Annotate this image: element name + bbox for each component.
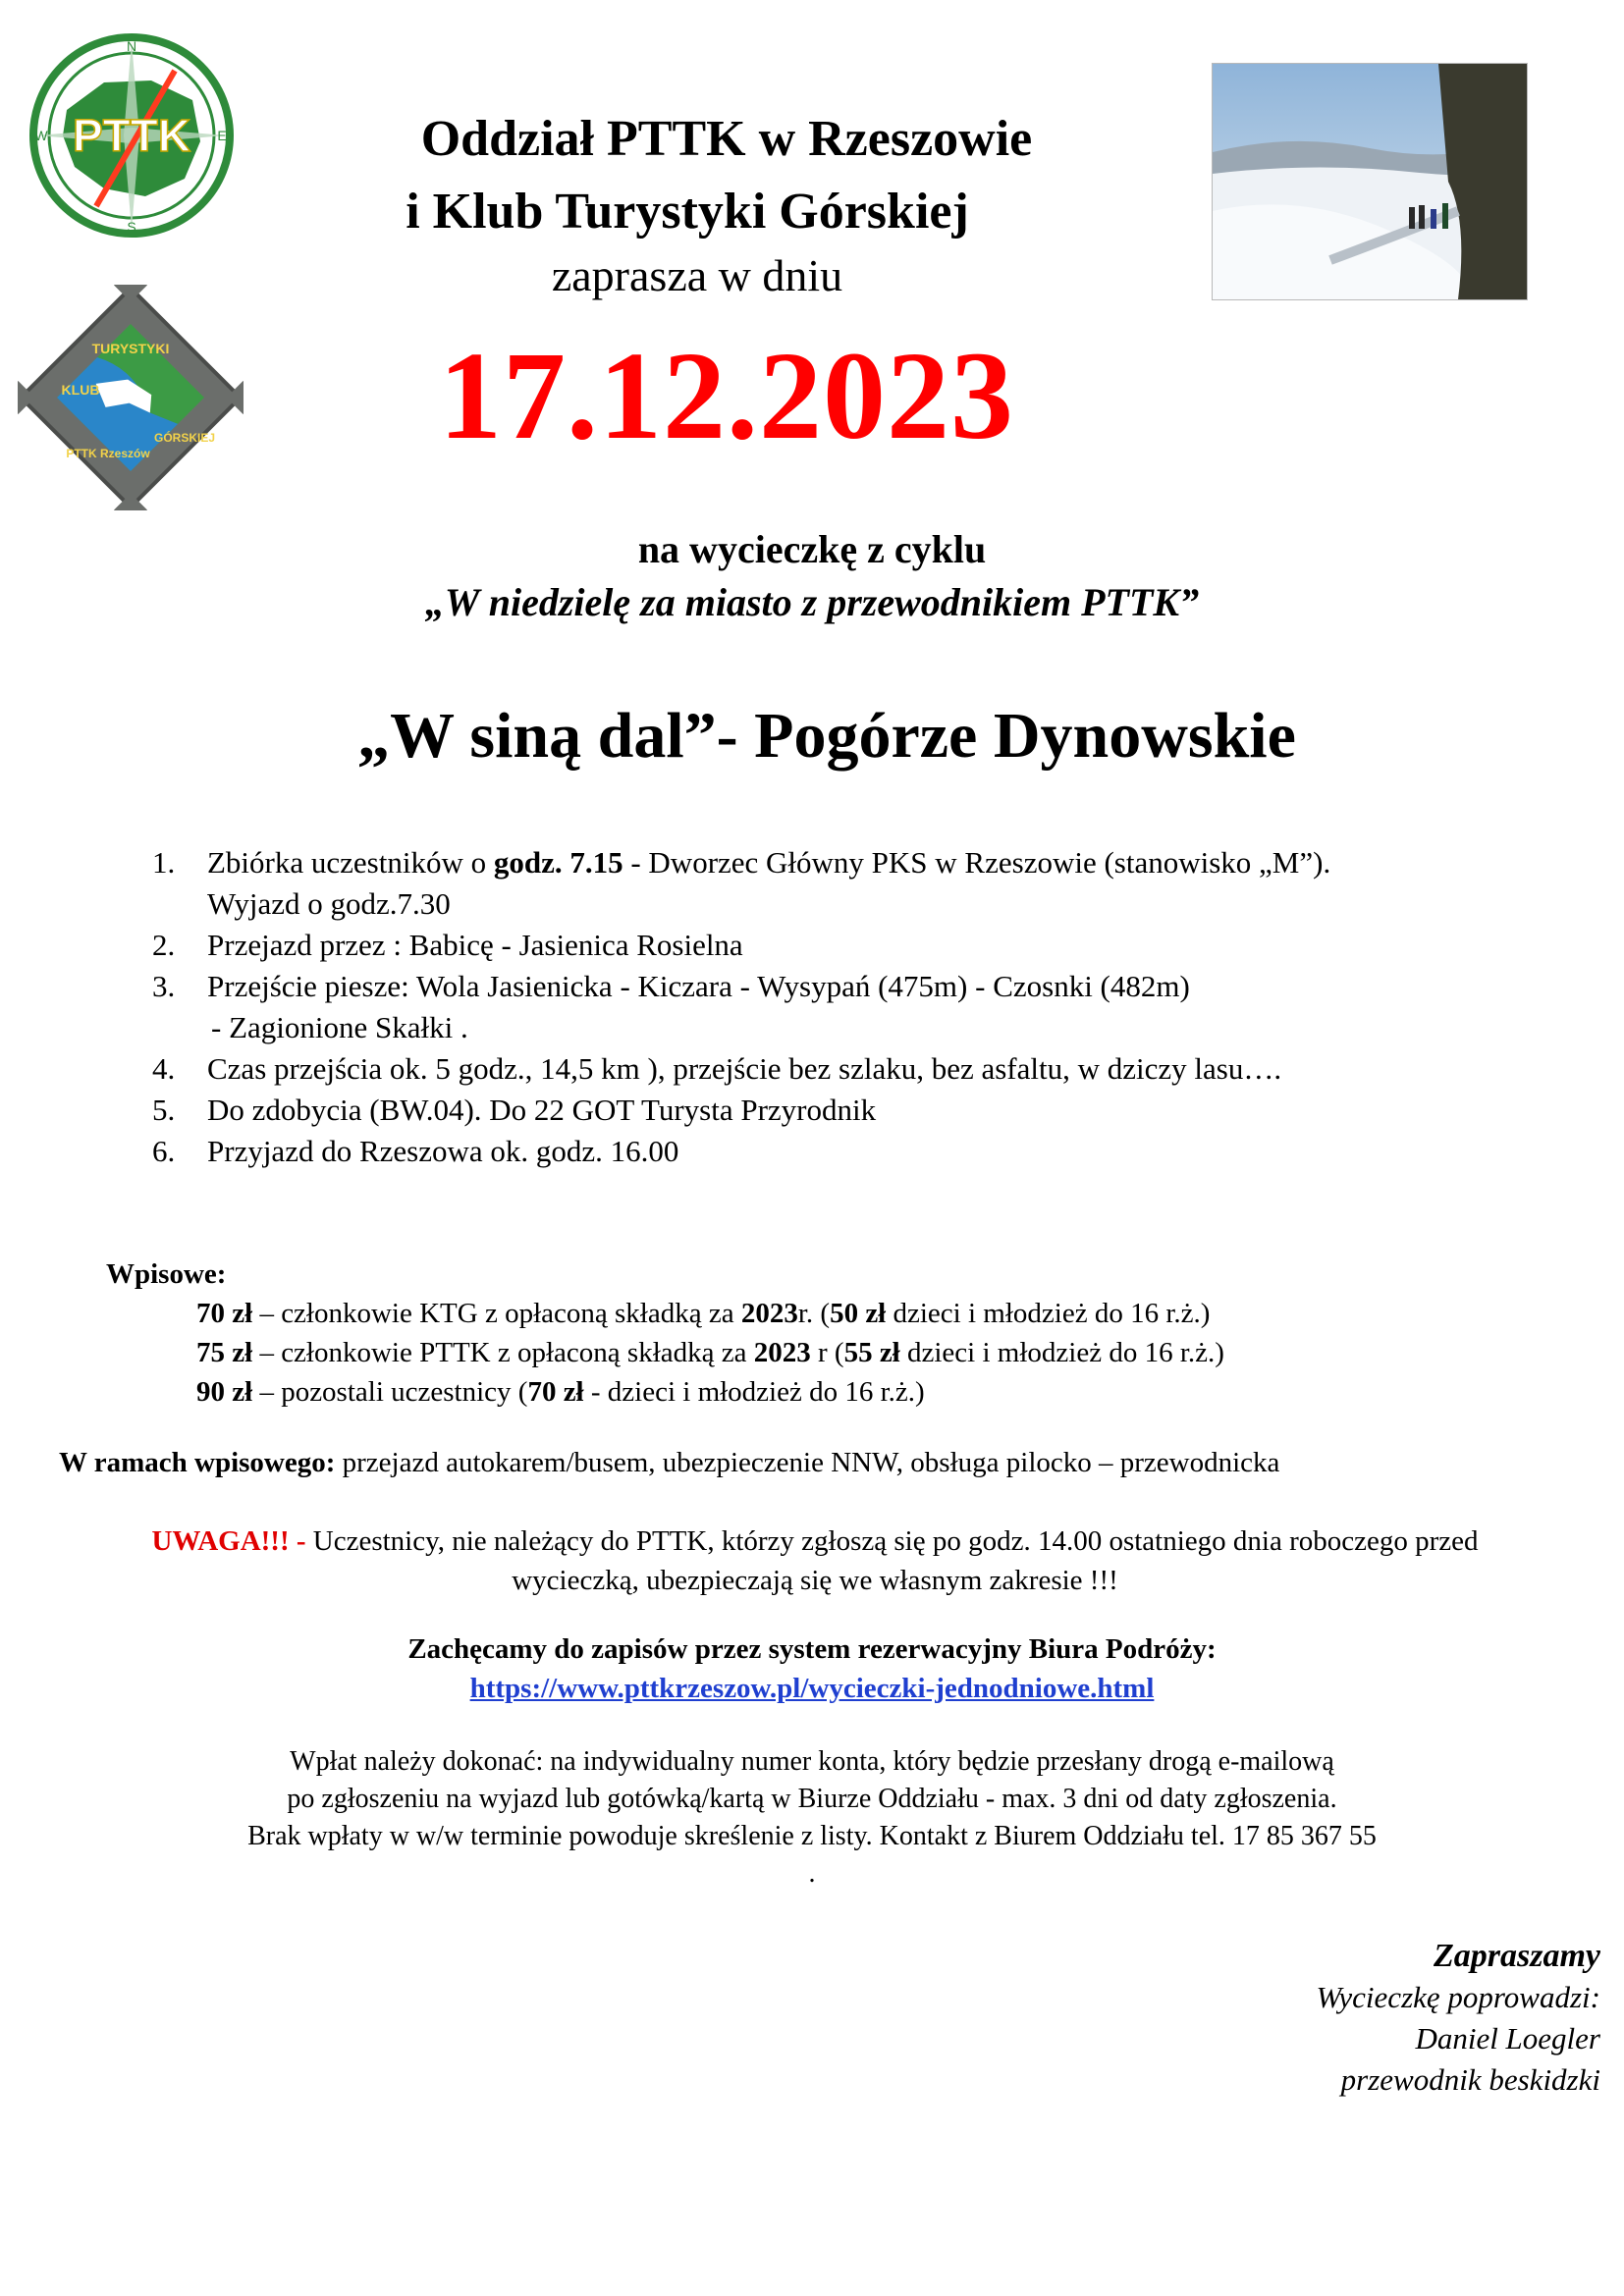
payment-info <box>0 1743 1624 1893</box>
item-continuation: - Zagionione Skałki . <box>211 1010 468 1044</box>
item-number: 2. <box>152 928 176 962</box>
svg-text:E: E <box>217 128 227 143</box>
svg-text:S: S <box>127 219 136 235</box>
payment-line-3: Brak wpłaty w w/w terminie powoduje skreślenie z listy. Kontakt z Biurem Oddziału tel. 17 85 367 55 <box>247 1821 1377 1851</box>
svg-text:GÓRSKIEJ: GÓRSKIEJ <box>153 431 216 445</box>
winter-hike-photo <box>1212 63 1528 300</box>
warning-text-1: Uczestnicy, nie należący do PTTK, którzy zgłoszą się po godz. 14.00 ostatniego dnia roboczego przed <box>305 1525 1479 1557</box>
signature-line-3: przewodnik beskidzki <box>1340 2062 1600 2097</box>
signature-guide-name: Daniel Loegler <box>1415 2021 1600 2056</box>
list-item <box>152 842 1556 883</box>
item-text: Przejazd przez : Babicę - Jasienica Rosielna <box>207 928 743 962</box>
program-list <box>152 842 1556 1172</box>
svg-text:PTTK: PTTK <box>72 110 191 161</box>
item-text: Przyjazd do Rzeszowa ok. godz. 16.00 <box>207 1134 679 1168</box>
organizer-line-2: i Klub Turystyki Górskiej <box>406 184 969 240</box>
included-label: W ramach wpisowego: <box>59 1447 336 1478</box>
svg-text:PTTK Rzeszów: PTTK Rzeszów <box>66 447 150 460</box>
item-text: Czas przejścia ok. 5 godz., 14,5 km ), przejście bez szlaku, bez asfaltu, w dziczy lasu…. <box>207 1051 1282 1086</box>
signature-line-1: Wycieczkę poprowadzi: <box>1316 1980 1600 2014</box>
fee-line-pttk: 75 zł – członkowie PTTK z opłaconą składką za 2023 r (55 zł dzieci i młodzież do 16 r.ż.) <box>196 1337 1224 1368</box>
payment-line-2: po zgłoszeniu na wyjazd lub gotówką/kartą w Biurze Oddziału - max. 3 dni od daty zgłoszenia. <box>287 1784 1337 1814</box>
included-text: przejazd autokarem/busem, ubezpieczenie NNW, obsługa pilocko – przewodnicka <box>335 1447 1280 1478</box>
list-item <box>152 925 1556 966</box>
fee-line-ktg: 70 zł – członkowie KTG z opłaconą składką za 2023r. (50 zł dzieci i młodzież do 16 r.ż.) <box>196 1298 1211 1329</box>
svg-text:TURYSTYKI: TURYSTYKI <box>91 341 170 356</box>
booking-link[interactable]: https://www.pttkrzeszow.pl/wycieczki-jednodniowe.html <box>469 1673 1155 1704</box>
svg-text:N: N <box>126 38 137 54</box>
payment-line-1: Wpłat należy dokonać: na indywidualny numer konta, który będzie przesłany drogą e-mailową <box>290 1746 1334 1777</box>
signature-head: Zapraszamy <box>1434 1938 1600 1974</box>
item-number: 4. <box>152 1051 176 1086</box>
series-name: „W niedzielę za miasto z przewodnikiem PTTK” <box>424 580 1200 624</box>
included-services <box>59 1447 1571 1479</box>
item-text: Zbiórka uczestników o godz. 7.15 - Dworzec Główny PKS w Rzeszowie (stanowisko „M”). <box>207 845 1331 880</box>
svg-text:W: W <box>34 128 48 143</box>
warning-label: UWAGA!!! - <box>151 1525 306 1557</box>
svg-text:KLUB: KLUB <box>61 382 100 398</box>
warning-text-2: wycieczką, ubezpieczają się we własnym zakresie !!! <box>512 1565 1118 1596</box>
ktg-logo <box>18 285 244 510</box>
item-continuation: Wyjazd o godz.7.30 <box>207 886 451 921</box>
fees-section <box>106 1255 1559 1412</box>
signature-block <box>1011 1936 1600 2101</box>
invite-text: zaprasza w dniu <box>551 250 843 300</box>
item-number: 5. <box>152 1093 176 1127</box>
payment-line-4: . <box>808 1858 816 1889</box>
organizer-line-1: Oddział PTTK w Rzeszowie <box>420 111 1033 167</box>
series-intro: na wycieczkę z cyklu <box>637 527 987 571</box>
list-item <box>152 1048 1556 1090</box>
item-number: 3. <box>152 969 176 1003</box>
fee-line-others: 90 zł – pozostali uczestnicy (70 zł - dzieci i młodzież do 16 r.ż.) <box>196 1376 925 1408</box>
item-text: Przejście piesze: Wola Jasienicka - Kiczara - Wysypań (475m) - Czosnki (482m) <box>207 969 1190 1003</box>
fees-label: Wpisowe: <box>106 1258 227 1290</box>
item-text: Do zdobycia (BW.04). Do 22 GOT Turysta Przyrodnik <box>207 1093 877 1127</box>
list-item <box>152 966 1556 1007</box>
list-item <box>152 1090 1556 1131</box>
item-number: 6. <box>152 1134 176 1168</box>
pttk-logo <box>27 31 236 240</box>
event-date: 17.12.2023 <box>439 326 1014 465</box>
booking-section <box>0 1629 1624 1708</box>
warning-notice <box>98 1522 1532 1600</box>
booking-text: Zachęcamy do zapisów przez system rezerwacyjny Biura Podróży: <box>407 1633 1217 1665</box>
trip-title: „W siną dal”- Pogórze Dynowskie <box>357 700 1296 772</box>
list-item <box>152 1131 1556 1172</box>
item-number: 1. <box>152 845 176 880</box>
